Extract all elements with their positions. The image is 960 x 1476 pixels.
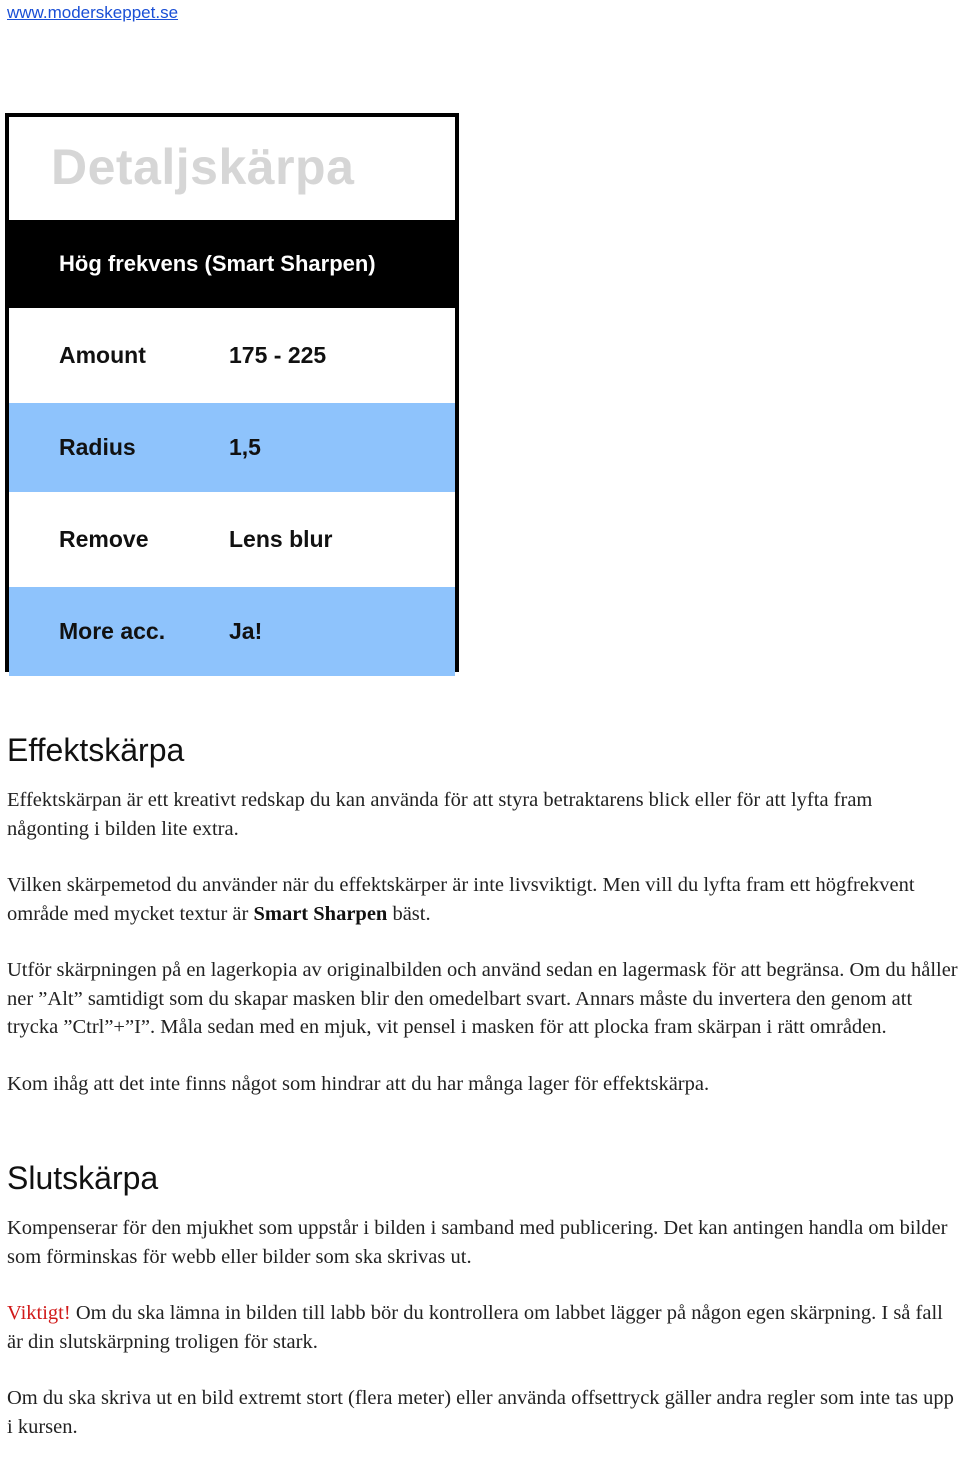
row-value: Lens blur (229, 526, 333, 552)
row-value: Ja! (229, 618, 263, 644)
sharpen-settings-card (5, 113, 459, 672)
settings-row-radius (9, 400, 455, 492)
card-header: Hög frekvens (Smart Sharpen) (9, 220, 455, 308)
paragraph (7, 1299, 959, 1356)
section-heading-effektskarpa: Effektskärpa (7, 732, 185, 768)
paragraph: Kompenserar för den mjukhet som uppstår i bilden i samband med publicering. Det kan antingen handla om bilder som förminskas för webb eller bilder som ska skrivas ut. (7, 1217, 948, 1268)
text-span: Vilken skärpemetod du använder när du effektskärper är inte livsviktigt. Men vill du lyfta fram ett högfrekvent område med mycket textur är (7, 874, 915, 925)
settings-row-amount (9, 308, 455, 400)
article-content (7, 728, 959, 1469)
settings-row-remove (9, 492, 455, 584)
paragraph: Effektskärpan är ett kreativt redskap du kan använda för att styra betraktarens blick eller för att lyfta fram någonting i bilden lite extra. (7, 789, 873, 840)
spacer (7, 1126, 959, 1156)
settings-row-more-accurate (9, 584, 455, 676)
section-heading-slutskarpa: Slutskärpa (7, 1160, 159, 1196)
row-key: Remove (59, 526, 149, 552)
text-span: Om du ska lämna in bilden till labb bör du kontrollera om labbet lägger på någon egen skärpning. I så fall är din slutskärpning troligen för stark. (7, 1302, 943, 1353)
row-value: 175 - 225 (229, 342, 327, 368)
paragraph: Om du ska skriva ut en bild extremt stort (flera meter) eller använda offsettryck gäller andra regler som inte tas upp i kursen. (7, 1387, 954, 1438)
row-key: Amount (59, 342, 146, 368)
warning-label: Viktigt! (7, 1302, 71, 1324)
row-key: More acc. (59, 618, 166, 644)
row-key: Radius (59, 434, 136, 460)
paragraph: Utför skärpningen på en lagerkopia av originalbilden och använd sedan en lagermask för att begränsa. Om du håller ner ”Alt” samtidigt som du skapar masken blir den omedelbart svart. Annars måste du invertera den genom att trycka ”Ctrl”+”I”. Måla sedan med en mjuk, vit pensel i masken för att plocka fram skärpan i rätt områden. (7, 959, 958, 1038)
row-value: 1,5 (229, 434, 261, 460)
site-link[interactable]: www.moderskeppet.se (7, 3, 179, 22)
bold-term: Smart Sharpen (253, 902, 388, 925)
card-title: Detaljskärpa (9, 117, 455, 220)
paragraph (7, 871, 959, 928)
paragraph: Kom ihåg att det inte finns något som hindrar att du har många lager för effektskärpa. (7, 1072, 710, 1095)
text-span: bäst. (387, 902, 431, 925)
